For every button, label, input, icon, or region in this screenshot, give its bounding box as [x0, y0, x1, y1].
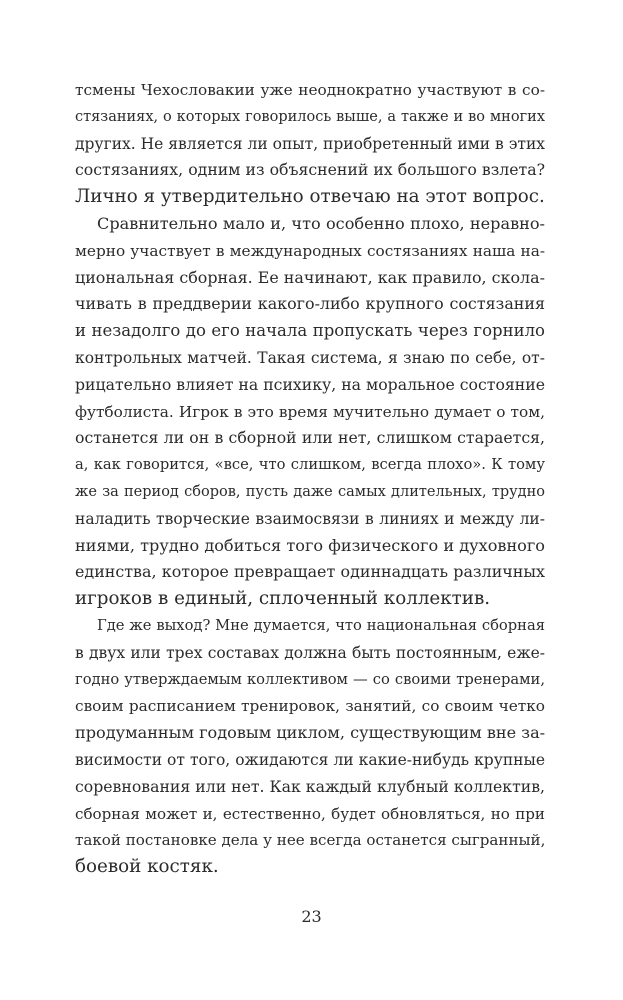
- text-line: стязаниях, о которых говорилось выше, а также и во многих: [75, 108, 545, 125]
- text-line: останется ли он в сборной или нет, слишком старается,: [75, 428, 545, 448]
- body-text: [75, 77, 545, 881]
- text-line: и незадолго до его начала пропускать через горнило: [75, 321, 545, 341]
- text-line: игроков в единый, сплоченный коллектив.: [75, 588, 491, 610]
- text-line: продуманным годовым циклом, существующим вне за-: [75, 723, 546, 743]
- text-line: футболиста. Игрок в это время мучительно думает о том,: [75, 402, 545, 421]
- text-line: чивать в преддверии какого-либо крупного состязания: [75, 294, 545, 314]
- page-number: 23: [301, 907, 322, 926]
- text-line: такой постановке дела у нее всегда останется сыгранный,: [75, 831, 546, 850]
- paragraph: [75, 211, 545, 613]
- text-line: Где же выход? Мне думается, что национальная сборная: [97, 616, 545, 634]
- text-line: циональная сборная. Ее начинают, как правило, скола-: [75, 267, 545, 287]
- text-line: состязаниях, одним из объяснений их большого взлета?: [75, 160, 545, 180]
- text-line: ниями, трудно добиться того физического и духовного: [75, 535, 545, 555]
- text-line: других. Не является ли опыт, приобретенный ими в этих: [75, 134, 546, 153]
- text-line: в двух или трех составах должна быть постоянным, еже-: [75, 643, 545, 662]
- text-line: мерно участвует в международных состязаниях наша на-: [75, 241, 545, 260]
- text-line: Сравнительно мало и, что особенно плохо, неравно-: [97, 213, 545, 233]
- text-line: сборная может и, естественно, будет обновляться, но при: [75, 804, 545, 823]
- text-line: наладить творческие взаимосвязи в линиях и между ли-: [75, 509, 545, 528]
- paragraph: [75, 613, 545, 881]
- text-line: боевой костяк.: [75, 856, 219, 878]
- text-line: же за период сборов, пусть даже самых длительных, трудно: [75, 483, 545, 500]
- text-line: своим расписанием тренировок, занятий, со своим четко: [75, 697, 545, 716]
- text-line: соревнования или нет. Как каждый клубный коллектив,: [75, 776, 546, 796]
- paragraph: [75, 77, 545, 211]
- text-line: рицательно влияет на психику, на моральное состояние: [75, 374, 545, 394]
- text-line: тсмены Чехословакии уже неоднократно участвуют в со-: [75, 81, 545, 99]
- text-line: а, как говорится, «все, что слишком, всегда плохо». К тому: [75, 456, 545, 474]
- text-line: висимости от того, ожидаются ли какие-нибудь крупные: [75, 750, 545, 769]
- text-line: единства, которое превращает одиннадцать различных: [75, 562, 545, 582]
- text-line: Лично я утвердительно отвечаю на этот вопрос.: [75, 186, 545, 208]
- text-line: контрольных матчей. Такая система, я знаю по себе, от-: [75, 348, 545, 367]
- text-line: годно утверждаемым коллективом — со своими тренерами,: [75, 670, 545, 688]
